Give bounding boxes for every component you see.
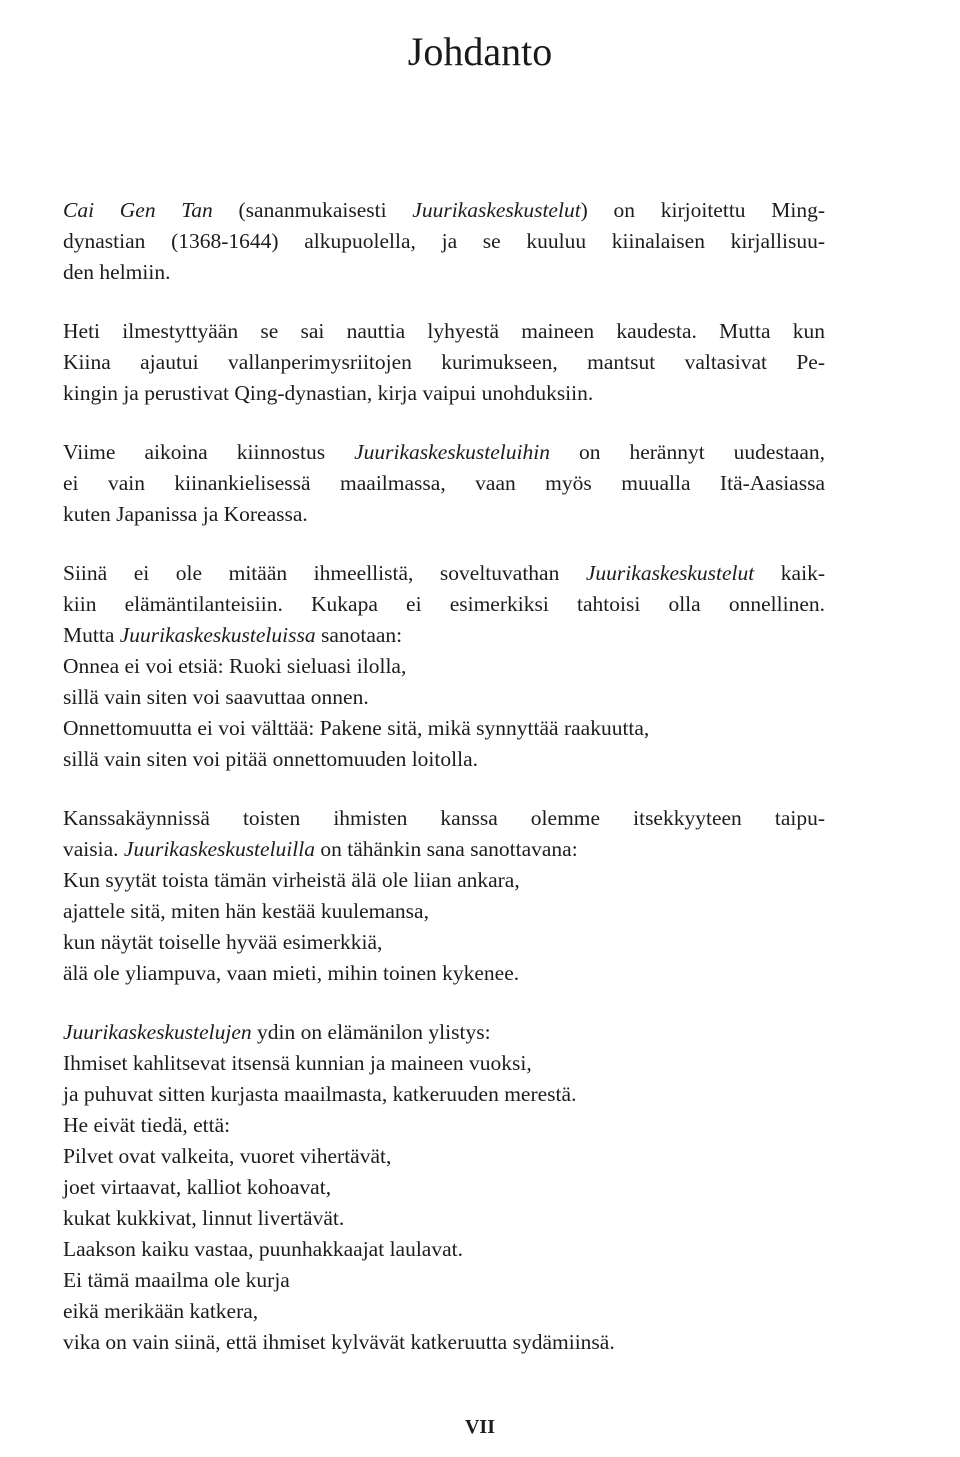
text-span: Juurikaskeskustelut [585,561,755,585]
text-line: kingin ja perustivat Qing-dynastian, kirja vaipui unohduksiin. [63,381,594,405]
quote-line: Pilvet ovat valkeita, vuoret vihertävät, [63,1144,392,1168]
quote-line: Onnettomuutta ei voi välttää: Pakene sitä, mikä synnyttää raakuutta, [63,716,650,740]
paragraph-interest [63,437,825,530]
quote-line: He eivät tiedä, että: [63,1113,231,1137]
text-line: kiin elämäntilanteisiin. Kukapa ei esimerkiksi tahtoisi olla onnellinen. [63,592,825,616]
text-line: Heti ilmestyttyään se sai nauttia lyhyestä maineen kaudesta. Mutta kun [63,319,825,343]
text-line: den helmiin. [63,260,171,284]
text-line [63,437,825,468]
text-line: dynastian (1368-1644) alkupuolella, ja se kuuluu kiinalaisen kirjallisuu- [63,229,825,253]
text-span: kaik- [754,561,825,585]
quote-line: kun näytät toiselle hyvää esimerkkiä, [63,930,383,954]
quote-line: Laakson kaiku vastaa, puunhakkaajat laulavat. [63,1237,463,1261]
text-span: Juurikaskeskusteluissa [119,623,316,647]
text-span: (sananmukaisesti [212,198,413,222]
text-line [63,834,825,865]
text-line: Kanssakäynnissä toisten ihmisten kanssa olemme itsekkyyteen taipu- [63,806,825,830]
quote-line: älä ole yliampuva, vaan mieti, mihin toinen kykenee. [63,961,520,985]
quote-line: sillä vain siten voi saavuttaa onnen. [63,685,369,709]
text-span: Juurikaskeskustelujen [63,1020,252,1044]
text-span: Juurikaskeskusteluihin [354,440,550,464]
quote-line: Ei tämä maailma ole kurja [63,1268,290,1292]
text-span: on tähänkin sana sanottavana: [314,837,578,861]
text-line: ei vain kiinankielisessä maailmassa, vaan myös muualla Itä-Aasiassa [63,471,825,495]
text-span: Juurikaskeskusteluilla [123,837,315,861]
paragraph-joy [63,1017,825,1358]
page-title: Johdanto [407,29,553,74]
quote-line: eikä merikään katkera, [63,1299,259,1323]
body-text [63,195,825,1386]
text-line [63,1017,825,1048]
text-span: Juurikaskeskustelut [412,198,581,222]
quote-line: ajattele sitä, miten hän kestää kuulemansa, [63,899,429,923]
text-line: kuten Japanissa ja Koreassa. [63,502,308,526]
paragraph-intro [63,195,825,288]
text-span: vaisia. [63,837,124,861]
quote-line: Ihmiset kahlitsevat itsensä kunnian ja maineen vuoksi, [63,1051,532,1075]
quote-line: vika on vain siinä, että ihmiset kylvävät katkeruutta sydämiinsä. [63,1330,615,1354]
quote-line: Kun syytät toista tämän virheistä älä ole liian ankara, [63,868,520,892]
text-span: sanotaan: [315,623,403,647]
page-number: VII [464,1416,495,1438]
quote-line: joet virtaavat, kalliot kohoavat, [63,1175,332,1199]
text-line [63,558,825,589]
paragraph-happiness [63,558,825,775]
text-span: Cai Gen Tan [63,198,213,222]
quote-line: kukat kukkivat, linnut livertävät. [63,1206,345,1230]
quote-line: Onnea ei voi etsiä: Ruoki sieluasi ilolla, [63,654,407,678]
text-span: on herännyt uudestaan, [549,440,826,464]
quote-line: sillä vain siten voi pitää onnettomuuden loitolla. [63,747,478,771]
paragraph-interaction [63,803,825,989]
text-span: ydin on elämänilon ylistys: [251,1020,491,1044]
text-span: Viime aikoina kiinnostus [63,440,355,464]
text-line [63,620,825,651]
quote-line: ja puhuvat sitten kurjasta maailmasta, katkeruuden merestä. [63,1082,577,1106]
text-span: ) on kirjoitettu Ming- [580,198,826,222]
text-line [63,195,825,226]
paragraph-history [63,316,825,409]
text-span: Mutta [63,623,120,647]
text-line: Kiina ajautui vallanperimysriitojen kurimukseen, mantsut valtasivat Pe- [63,350,825,374]
text-span: Siinä ei ole mitään ihmeellistä, soveltuvathan [63,561,586,585]
